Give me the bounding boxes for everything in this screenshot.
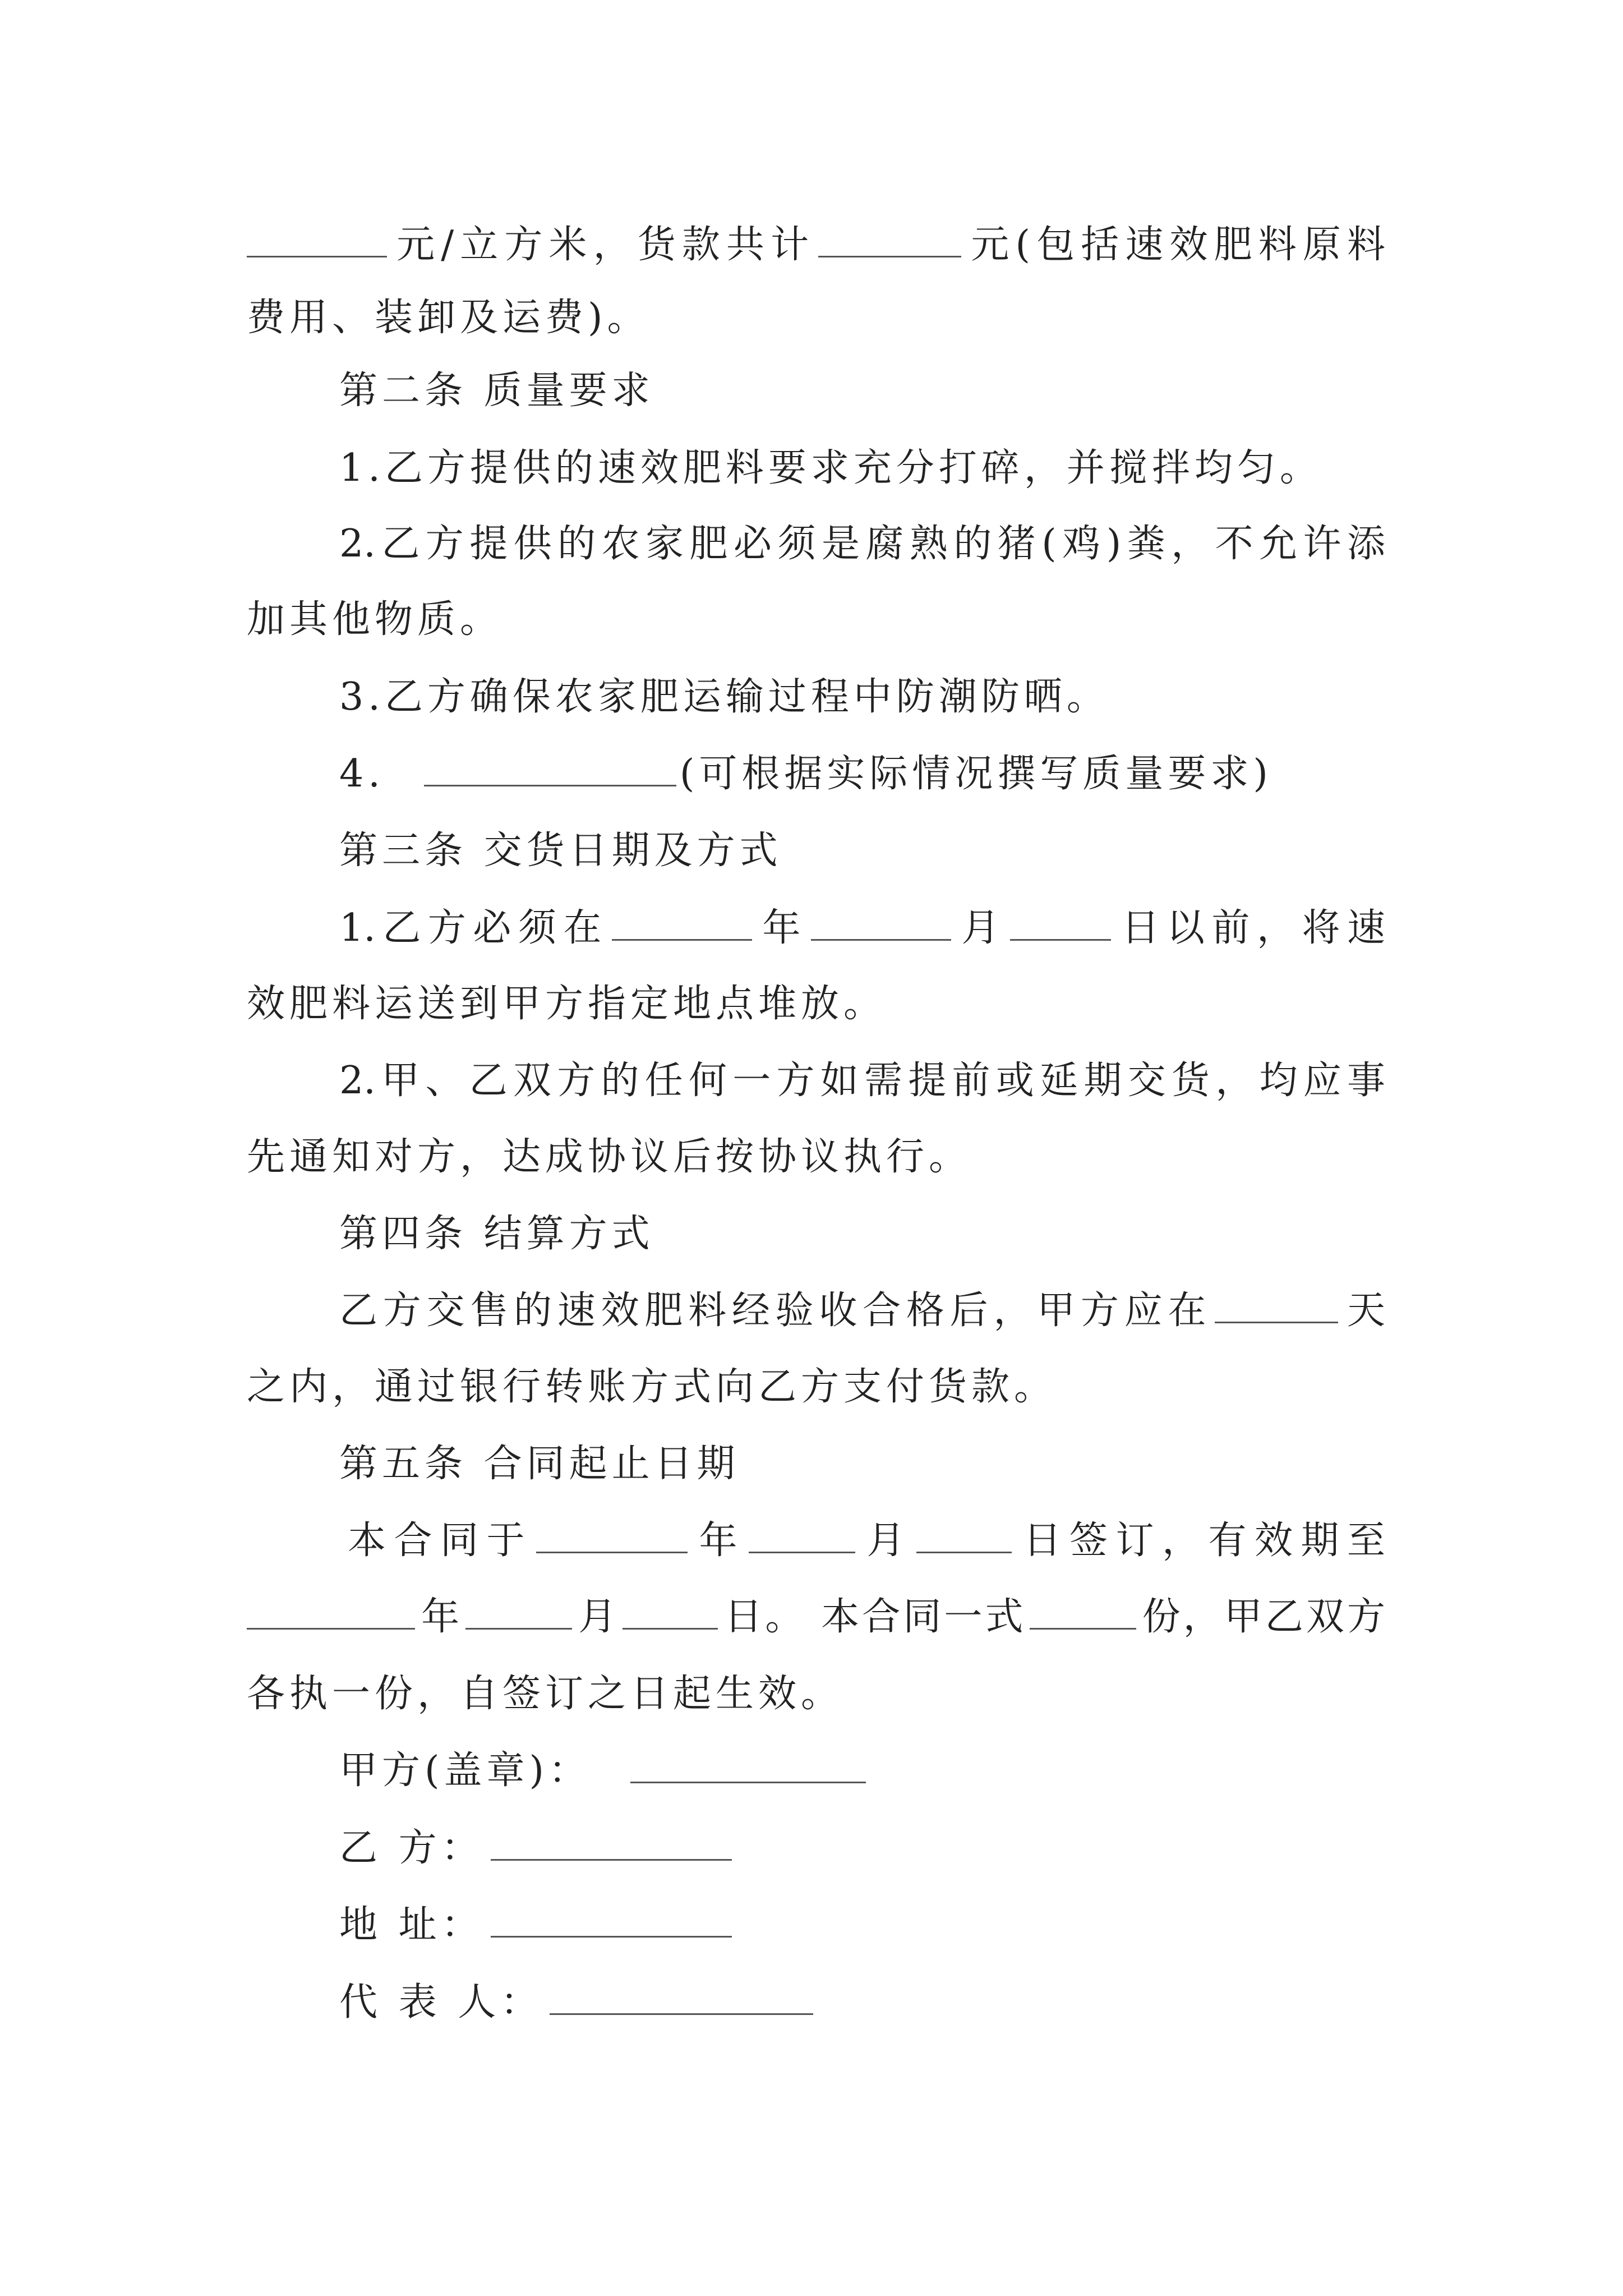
expiry-year-label: 年 — [418, 1595, 463, 1639]
sign-month-blank — [749, 1517, 855, 1553]
item-4-number: 4. — [339, 752, 385, 796]
party-b-label: 乙 方： — [339, 1826, 484, 1870]
address-blank — [491, 1901, 732, 1938]
article-2-item-4 — [339, 749, 1385, 799]
article-2-title: 第二条 质量要求 — [339, 369, 654, 413]
price-text-b: 元(包括速效肥料原料 — [965, 223, 1385, 267]
delivery-text-a: 1.乙方必须在 — [339, 906, 608, 950]
copies-blank — [1030, 1593, 1136, 1630]
party-b-signature — [339, 1823, 1385, 1874]
expiry-year-blank — [247, 1593, 415, 1630]
settlement-day-label: 天 — [1341, 1289, 1385, 1333]
expiry-day-blank — [623, 1593, 718, 1630]
price-line — [247, 220, 1385, 270]
price-text-a: 元/立方米，货款共计 — [390, 223, 815, 267]
article-3-item-1-cont: 效肥料运送到甲方指定地点堆放。 — [247, 982, 887, 1026]
article-2-item-2: 2.乙方提供的农家肥必须是腐熟的猪(鸡)粪，不允许添 — [339, 522, 1385, 566]
term-text-a: 本合同于 — [348, 1519, 533, 1563]
party-b-blank — [491, 1824, 732, 1861]
representative-blank — [550, 1978, 813, 2015]
settlement-text-a: 乙方交售的速效肥料经验收合格后，甲方应在 — [339, 1289, 1212, 1333]
article-2-item-3: 3.乙方确保农家肥运输过程中防潮防晒。 — [339, 675, 1109, 719]
article-3-title: 第三条 交货日期及方式 — [339, 829, 782, 873]
article-2-item-1: 1.乙方提供的速效肥料要求充分打碎，并搅拌均匀。 — [339, 446, 1322, 490]
item-4-note: (可根据实际情况撰写质量要求) — [679, 752, 1272, 796]
article-5-title: 第五条 合同起止日期 — [339, 1442, 740, 1486]
address-label: 地 址： — [339, 1903, 484, 1947]
article-3-item-1 — [339, 903, 1385, 954]
sign-day-blank — [916, 1517, 1012, 1553]
total-price-blank — [818, 221, 961, 257]
party-a-blank — [630, 1747, 866, 1783]
article-5-para-1 — [348, 1516, 1385, 1566]
sign-year-label: 年 — [691, 1519, 745, 1563]
expiry-month-blank — [465, 1593, 572, 1630]
sign-year-blank — [536, 1517, 688, 1553]
delivery-year-label: 年 — [755, 906, 808, 950]
party-a-label: 甲方(盖章)： — [339, 1749, 592, 1793]
term-text-d: 份，甲乙双方 — [1139, 1595, 1385, 1639]
article-4-para-cont: 之内，通过银行转账方式向乙方支付货款。 — [247, 1365, 1057, 1409]
representative-label: 代 表 人： — [339, 1980, 543, 2024]
representative-signature — [339, 1977, 1385, 2028]
article-5-para-2 — [247, 1592, 1385, 1642]
delivery-text-b: 日以前，将速 — [1114, 906, 1385, 950]
price-line-cont: 费用、装卸及运费)。 — [247, 296, 650, 340]
delivery-year-blank — [612, 904, 752, 941]
delivery-month-blank — [811, 904, 951, 941]
address-signature — [339, 1900, 1385, 1950]
article-4-para — [339, 1286, 1385, 1336]
article-3-item-2-cont: 先通知对方，达成协议后按协议执行。 — [247, 1135, 972, 1179]
expiry-month-label: 月 — [575, 1595, 620, 1639]
article-3-item-2: 2.甲、乙双方的任何一方如需提前或延期交货，均应事 — [339, 1059, 1385, 1103]
article-2-item-2-cont: 加其他物质。 — [247, 597, 503, 642]
quality-requirement-blank — [424, 750, 676, 786]
term-text-c: 日。 本合同一式 — [721, 1595, 1026, 1639]
delivery-day-blank — [1010, 904, 1111, 941]
unit-price-blank — [247, 221, 387, 257]
sign-month-label: 月 — [859, 1519, 913, 1563]
settlement-days-blank — [1215, 1287, 1338, 1323]
delivery-month-label: 月 — [954, 906, 1007, 950]
article-5-para-3: 各执一份，自签订之日起生效。 — [247, 1672, 844, 1716]
article-4-title: 第四条 结算方式 — [339, 1212, 654, 1256]
party-a-signature — [339, 1746, 1385, 1796]
term-text-b: 日签订，有效期至 — [1015, 1519, 1385, 1563]
